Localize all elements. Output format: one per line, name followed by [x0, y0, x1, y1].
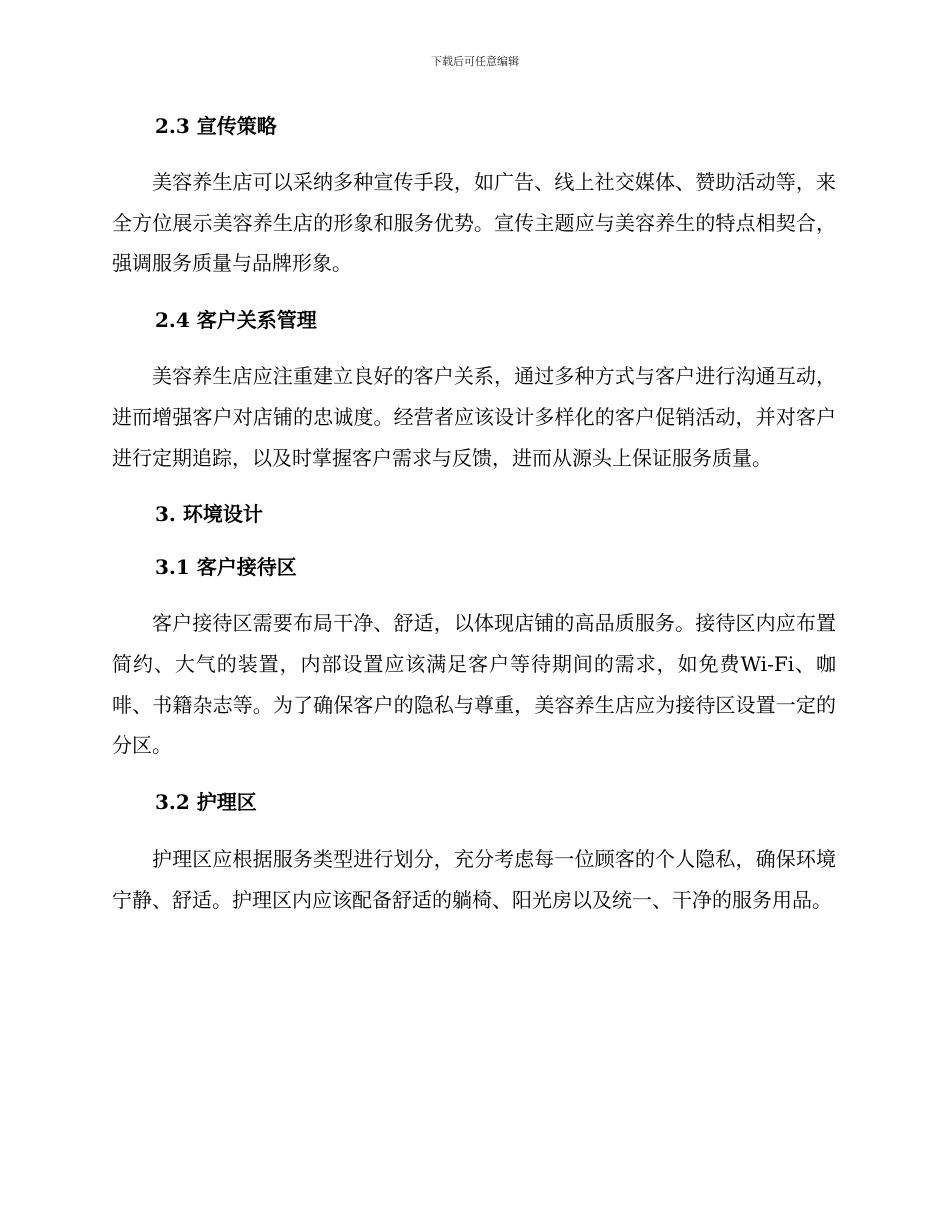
section-heading-3-1: 3.1 客户接待区: [155, 555, 297, 580]
document-body: [112, 110, 836, 920]
section-heading-2-3: 2.3 宣传策略: [155, 114, 277, 138]
section-paragraph-3-2: 护理区应根据服务类型进行划分，充分考虑每一位顾客的个人隐私，确保环境宁静、舒适。护理区内应该配备舒适的躺椅、阳光房以及统一、干净的服务用品。: [112, 847, 836, 912]
section-heading-3: 3. 环境设计: [155, 502, 263, 527]
section-paragraph-3-1: 客户接待区需要布局干净、舒适，以体现店铺的高品质服务。接待区内应布置简约、大气的装置，内部设置应该满足客户等待期间的需求，如免费Wi-Fi、咖啡、书籍杂志等。为了确保客户的隐私与尊重，美容养生店应为接待区设置一定的分区。: [112, 611, 836, 758]
section-heading-3-2: 3.2 护理区: [155, 790, 257, 815]
section-paragraph-2-3: 美容养生店可以采纳多种宣传手段，如广告、线上社交媒体、赞助活动等，来全方位展示美容养生店的形象和服务优势。宣传主题应与美容养生的特点相契合，强调服务质量与品牌形象。: [112, 170, 836, 276]
section-heading-2-4: 2.4 客户关系管理: [155, 308, 317, 333]
section-paragraph-2-4: 美容养生店应注重建立良好的客户关系，通过多种方式与客户进行沟通互动，进而增强客户对店铺的忠诚度。经营者应该设计多样化的客户促销活动，并对客户进行定期追踪，以及时掌握客户需求与反馈，进而从源头上保证服务质量。: [112, 364, 836, 470]
page-header-note: 下载后可任意编辑: [431, 55, 519, 68]
